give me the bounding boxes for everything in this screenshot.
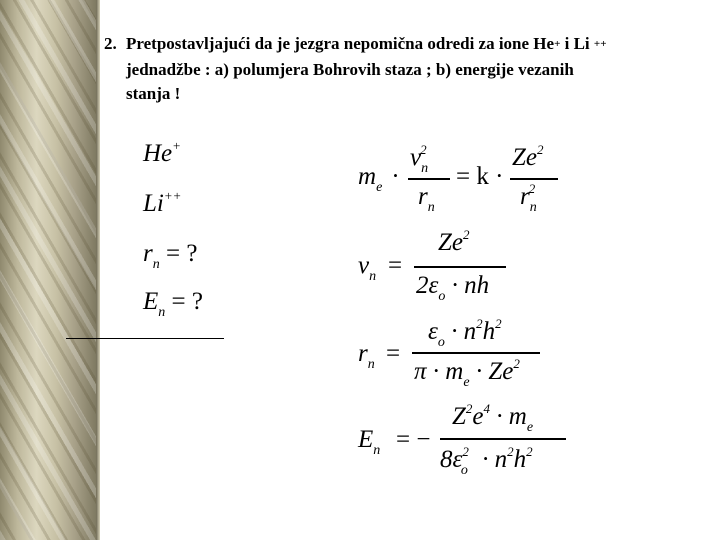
task-text [126,32,701,106]
given-energy-unknown: $E_n$ = ? [143,288,203,320]
eq1-dot: · [392,163,399,190]
eq4-equals-minus: = − [396,426,431,453]
eq1-equals-k: = k · [456,163,504,190]
task-line-2: jednadžbe : a) polumjera Bohrovih staza ; b) energije vezanih [126,60,574,79]
eq4-lhs: $E_n$ [358,426,381,458]
eq1-charge: Ze$^2$ [512,142,544,171]
given-lithium: Li++ [143,188,182,217]
eq1-mass: $m_e$ [358,163,383,195]
eq2-fraction-bar [414,266,506,268]
eq2-equals: = [388,252,403,279]
task-number: 2. [104,34,117,53]
side-bar-edge [96,0,100,540]
eq1-fraction-bar-2 [510,178,558,180]
eq4-fraction-bar [440,438,566,440]
eq3-equals: = [386,340,401,367]
task-line-3: stanja ! [126,84,181,103]
eq1-radius-squared: $r_n^2$ [520,181,537,215]
eq2-numerator: Ze$^2$ [438,227,470,256]
eq3-numerator: $\varepsilon_o \cdot n^2h^2$ [428,316,502,350]
eq1-fraction-bar-1 [408,178,450,180]
eq1-velocity: $v_n^2$ [410,142,429,176]
decorative-side-bar [0,0,96,540]
eq4-numerator: $Z^2e^4 \cdot m_e$ [452,401,534,435]
task-line-1: Pretpostavljajući da je jezgra nepomična odredi za ione He+ i Li ++ [126,34,607,53]
eq1-radius: $r_n$ [418,183,435,215]
eq3-fraction-bar [412,352,540,354]
eq3-denominator: $\pi \cdot m_e \cdot Ze^2$ [414,356,520,390]
given-helium: He+ [143,138,181,167]
given-separator-line [66,338,224,339]
eq4-denominator: $8\varepsilon^2_o \cdot n^2h^2$ [440,444,533,478]
eq2-denominator: $2\varepsilon_o$ · nh [416,272,490,304]
eq2-lhs: $v_n$ [358,252,377,284]
eq3-lhs: $r_n$ [358,340,375,372]
given-radius-unknown: $r_n$ = ? [143,240,198,272]
